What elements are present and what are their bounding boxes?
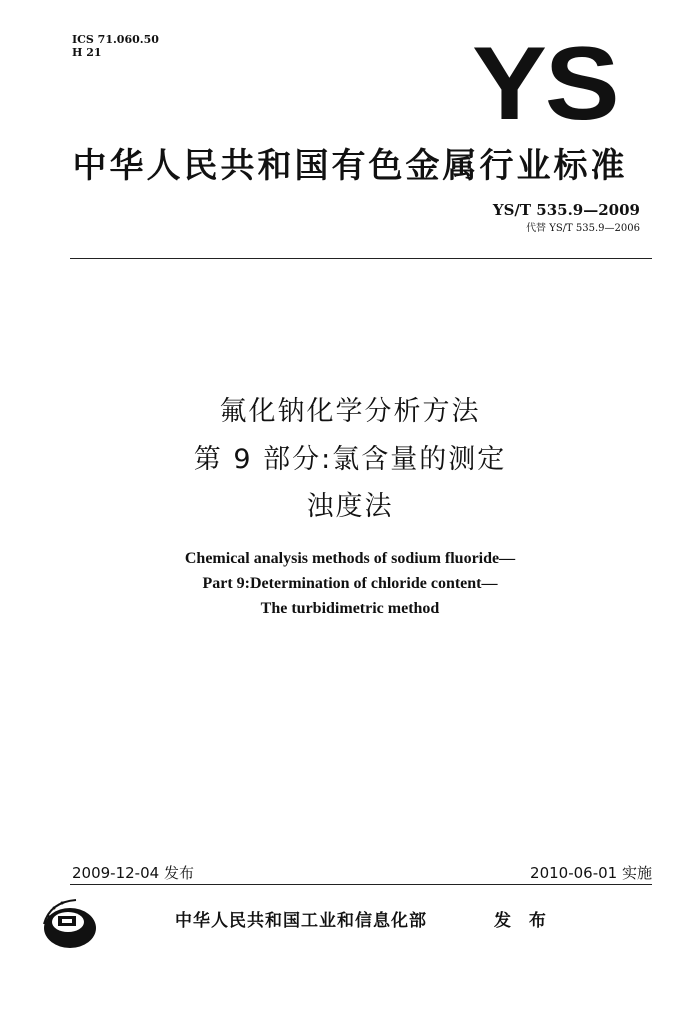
standard-number: YS/T 535.9—2009	[492, 201, 640, 219]
title-en-line-3: The turbidimetric method	[260, 600, 440, 617]
issue-date: 2009-12-04 发布	[72, 864, 194, 882]
title-cn-line-1: 氟化钠化学分析方法	[219, 396, 481, 427]
footer-divider	[70, 884, 652, 885]
publisher-seal-icon	[38, 894, 102, 954]
title-cn-line-3: 浊度法	[306, 491, 394, 522]
header-divider	[70, 258, 652, 259]
title-cn-line-2: 第 9 部分:氯含量的测定	[193, 444, 507, 475]
ys-logo: YS	[472, 26, 618, 142]
publish-label: 发 布	[494, 911, 552, 931]
publisher-name: 中华人民共和国工业和信息化部	[175, 911, 427, 931]
industry-standard-title: 中华人民共和国有色金属行业标准	[72, 146, 628, 186]
title-en-line-2: Part 9:Determination of chloride content—	[202, 575, 498, 592]
implementation-date: 2010-06-01 实施	[530, 864, 652, 882]
ics-code: ICS 71.060.50	[72, 33, 159, 46]
ccs-code: H 21	[72, 46, 102, 59]
title-en-line-1: Chemical analysis methods of sodium fluoride—	[184, 550, 516, 567]
replaces-standard: 代替 YS/T 535.9—2006	[526, 223, 640, 234]
